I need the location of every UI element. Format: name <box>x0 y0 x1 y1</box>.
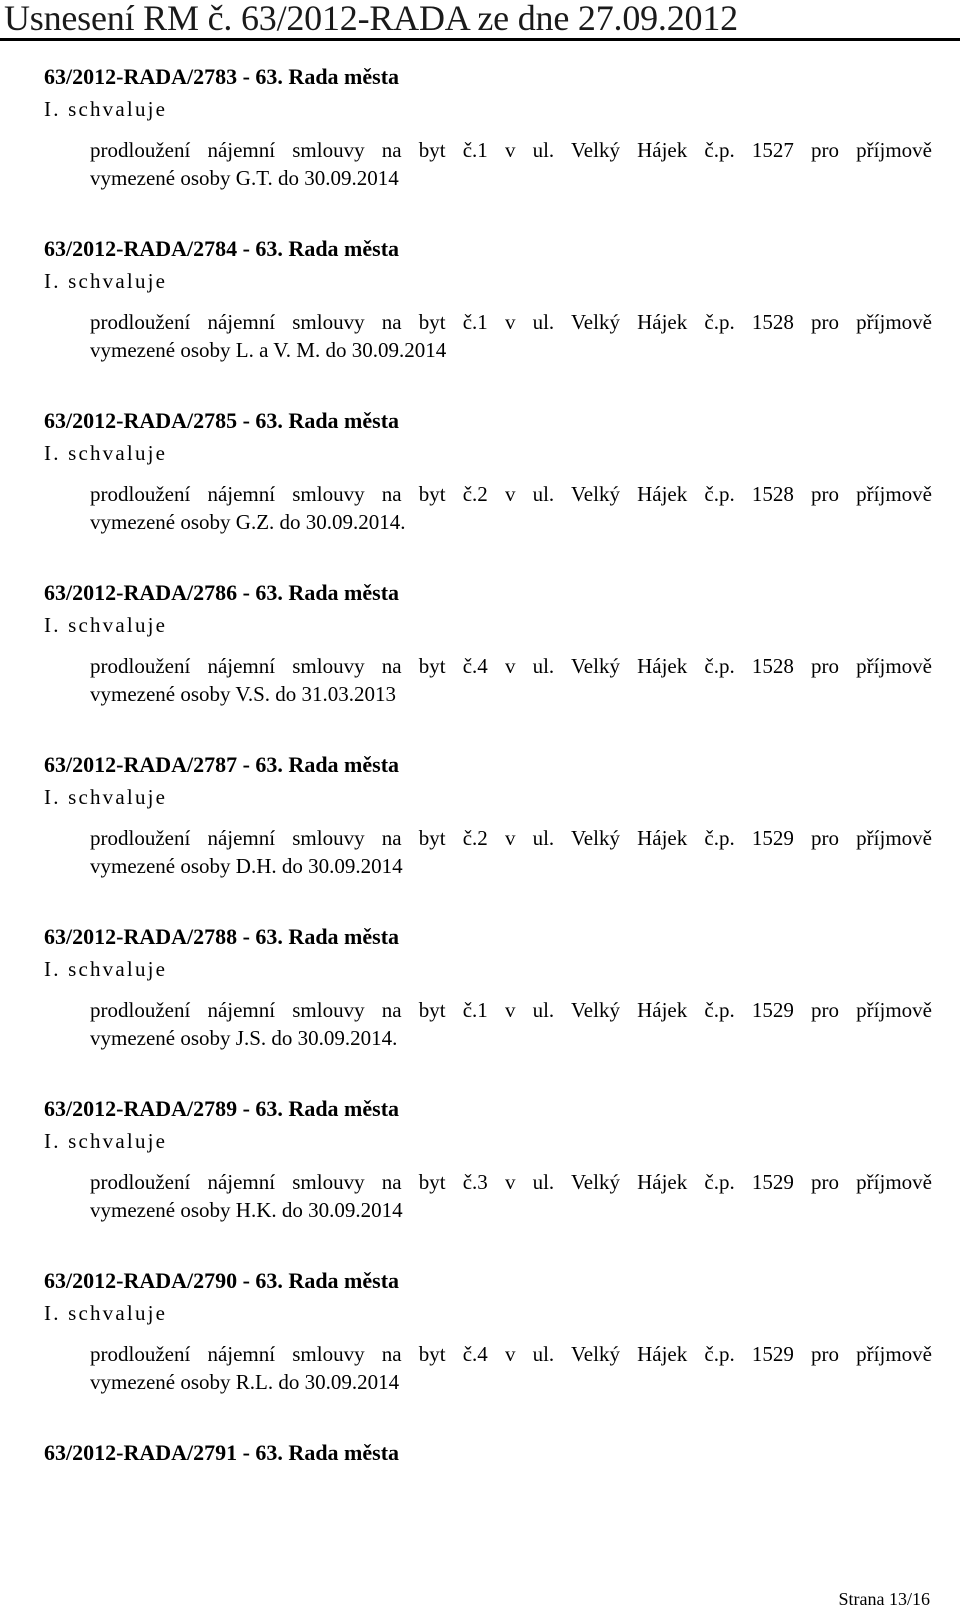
resolution-text-line: prodloužení nájemní smlouvy na byt č.2 v ul. Velký Hájek č.p. 1529 pro příjmově <box>90 826 932 850</box>
resolution-action: I. schvaluje <box>44 1129 168 1153</box>
resolution-action: I. schvaluje <box>44 269 168 293</box>
resolution-heading: 63/2012-RADA/2789 - 63. Rada města <box>44 1096 400 1121</box>
page-number: Strana 13/16 <box>838 1589 930 1609</box>
resolution-text-line: prodloužení nájemní smlouvy na byt č.3 v ul. Velký Hájek č.p. 1529 pro příjmově <box>90 1170 932 1194</box>
resolution-heading: 63/2012-RADA/2787 - 63. Rada města <box>44 752 400 777</box>
resolution-action: I. schvaluje <box>44 97 168 121</box>
resolution-text-line: vymezené osoby G.T. do 30.09.2014 <box>90 166 399 190</box>
resolution-2784 <box>44 236 944 364</box>
resolution-2785 <box>44 408 944 536</box>
resolution-heading: 63/2012-RADA/2790 - 63. Rada města <box>44 1268 400 1293</box>
title-underline <box>0 38 960 41</box>
resolution-text-line: vymezené osoby L. a V. M. do 30.09.2014 <box>90 338 447 362</box>
resolution-2789 <box>44 1096 944 1224</box>
document-title: Usnesení RM č. 63/2012-RADA ze dne 27.09.2012 <box>4 0 738 38</box>
resolution-2788 <box>44 924 944 1052</box>
resolution-text-line: prodloužení nájemní smlouvy na byt č.2 v ul. Velký Hájek č.p. 1528 pro příjmově <box>90 482 932 506</box>
resolution-text-line: vymezené osoby V.S. do 31.03.2013 <box>90 682 397 706</box>
resolution-heading: 63/2012-RADA/2784 - 63. Rada města <box>44 236 400 261</box>
resolution-text-line: prodloužení nájemní smlouvy na byt č.1 v ul. Velký Hájek č.p. 1527 pro příjmově <box>90 138 932 162</box>
resolution-text-line: vymezené osoby D.H. do 30.09.2014 <box>90 854 403 878</box>
resolution-heading: 63/2012-RADA/2791 - 63. Rada města <box>44 1440 400 1465</box>
resolution-2791 <box>44 1440 944 1466</box>
resolution-heading: 63/2012-RADA/2783 - 63. Rada města <box>44 64 400 89</box>
resolution-2787 <box>44 752 944 880</box>
resolution-heading: 63/2012-RADA/2788 - 63. Rada města <box>44 924 400 949</box>
resolution-2790 <box>44 1268 944 1396</box>
resolution-text-line: vymezené osoby G.Z. do 30.09.2014. <box>90 510 406 534</box>
resolution-text-line: vymezené osoby R.L. do 30.09.2014 <box>90 1370 400 1394</box>
resolution-action: I. schvaluje <box>44 1301 168 1325</box>
resolution-2786 <box>44 580 944 708</box>
resolution-heading: 63/2012-RADA/2786 - 63. Rada města <box>44 580 400 605</box>
resolution-action: I. schvaluje <box>44 441 168 465</box>
resolution-text-line: prodloužení nájemní smlouvy na byt č.1 v ul. Velký Hájek č.p. 1529 pro příjmově <box>90 998 932 1022</box>
resolution-text-line: prodloužení nájemní smlouvy na byt č.1 v ul. Velký Hájek č.p. 1528 pro příjmově <box>90 310 932 334</box>
resolution-action: I. schvaluje <box>44 613 168 637</box>
resolution-heading: 63/2012-RADA/2785 - 63. Rada města <box>44 408 400 433</box>
resolution-2783 <box>44 64 944 192</box>
resolution-action: I. schvaluje <box>44 957 168 981</box>
resolution-text-line: vymezené osoby J.S. do 30.09.2014. <box>90 1026 398 1050</box>
resolution-text-line: vymezené osoby H.K. do 30.09.2014 <box>90 1198 403 1222</box>
resolution-action: I. schvaluje <box>44 785 168 809</box>
resolution-text-line: prodloužení nájemní smlouvy na byt č.4 v ul. Velký Hájek č.p. 1528 pro příjmově <box>90 654 932 678</box>
resolution-text-line: prodloužení nájemní smlouvy na byt č.4 v ul. Velký Hájek č.p. 1529 pro příjmově <box>90 1342 932 1366</box>
